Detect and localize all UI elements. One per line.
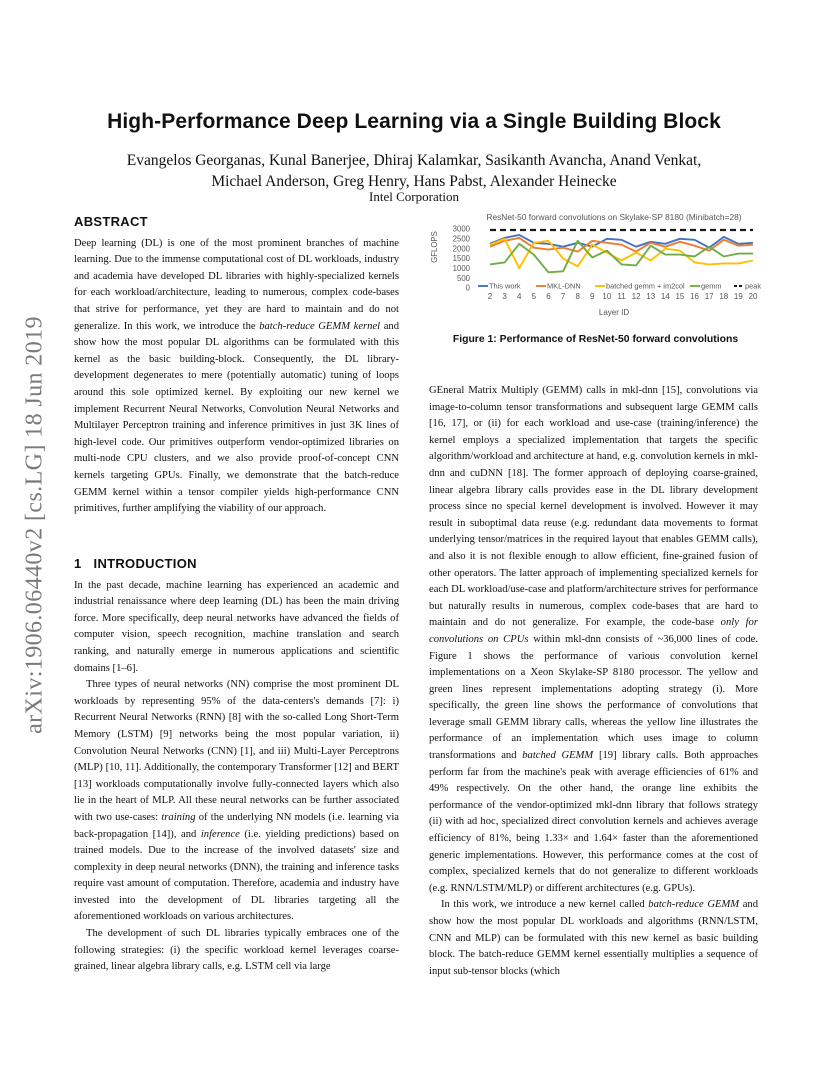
- x-tick-label: 10: [602, 292, 612, 301]
- y-tick-labels: [453, 225, 471, 293]
- x-tick-label: 5: [531, 292, 537, 301]
- figure-1-chart: [428, 207, 763, 322]
- y-tick-label: 3000: [452, 224, 470, 234]
- y-axis-label: GFLOPS: [430, 231, 439, 263]
- chart-legend: [478, 282, 761, 291]
- introduction-section: [74, 556, 399, 976]
- paper-title: High-Performance Deep Learning via a Single Building Block: [107, 110, 721, 133]
- paragraph-text-part: (i.e. yielding predictions) based on trained models. Due to the increase of the involved datasets' size and complexity in deep neural networks (DNN), the training and inference tasks require vast amount of computation. Therefore, academia and industry have invested into the development of DL libraries targeting all the aforementioned workloads on various architectures.: [74, 828, 399, 923]
- intro-paragraph-1: In the past decade, machine learning has experienced an academic and industrial renaissance where deep learning (DL) has been the main driving force. More specifically, deep neural networks have advanced the fields of computer vision, speech recognition, machine translation and search ranking, and naturally emerge in numerous applications and scientific domains [1–6].: [74, 579, 399, 674]
- introduction-heading: [74, 556, 399, 573]
- y-tick-label: 1000: [452, 263, 470, 273]
- x-tick-label: 20: [748, 292, 758, 301]
- x-tick-label: 17: [704, 292, 714, 301]
- legend-label: peak: [745, 281, 762, 291]
- x-tick-label: 3: [502, 292, 507, 301]
- x-tick-label: 2: [487, 292, 493, 301]
- paragraph-text-part: [19] library calls. Both approaches perform far from the machine's peak with average efficiencies of 61% and 49% respectively. On the other hand, the orange line exhibits the performance of the vendor-optimized mkl-dnn library that follows strategy (ii) with ad hoc, specialized direct convolution kernels and achieves average efficiency of 81%, being 1.33× and 1.64× faster than the aforementioned generic implementations. However, this performance comes at the cost of complex, specialized kernels that do not generalize to different workloads (e.g. RNN/LSTM/MLP) or different architectures (e.g. GPUs).: [429, 750, 758, 894]
- x-tick-label: 11: [617, 292, 626, 301]
- abstract-text: [74, 236, 399, 518]
- line-chart: [428, 207, 763, 322]
- y-tick-label: 2500: [452, 234, 470, 244]
- x-tick-label: 9: [590, 292, 595, 301]
- figure-caption: Figure 1: Performance of ResNet-50 forward convolutions: [452, 334, 739, 345]
- x-tick-label: 7: [560, 292, 566, 301]
- x-tick-label: 12: [631, 292, 641, 301]
- abstract-heading: ABSTRACT: [74, 214, 148, 229]
- arxiv-watermark: [10, 290, 60, 760]
- y-tick-label: 500: [456, 273, 470, 283]
- x-tick-label: 16: [690, 292, 700, 301]
- x-tick-label: 15: [675, 292, 685, 301]
- intro-paragraph-3: The development of such DL libraries typically embraces one of the following strategies: (i) the specific workload kernel leverages coarse-grained, linear algebra library calls, e.g. LSTM cell via large: [74, 928, 399, 973]
- legend-label: gemm: [701, 281, 722, 291]
- x-tick-label: 14: [660, 292, 670, 301]
- paragraph-emphasis: only for convolutions on CPUs: [429, 617, 758, 645]
- section-title: INTRODUCTION: [93, 556, 197, 571]
- abstract-text-part: and show how the most popular DL algorithms can be formulated with this kernel as the basic building-block. Consequently, the DL library-development degenerates to mere (potentially automatic) tuning of loops around this sole optimized kernel. By exploiting our new kernel we implement Recurrent Neural Networks, Convolution Neural Networks and Multilayer Perceptron training and inference primitives in just 3K lines of high-level code. Our primitives outperform vendor-optimized libraries on multi-node CPU clusters, and we also provide proof-of-concept CNN kernels targeting GPUs. Finally, we demonstrate that the batch-reduce GEMM kernel within a tensor compiler yields high-performance CNN primitives, further amplifying the viability of our approach.: [74, 320, 399, 515]
- x-tick-label: 6: [546, 292, 551, 301]
- x-tick-label: 4: [516, 292, 522, 301]
- abstract-section: [74, 214, 399, 518]
- paragraph-text-part: Three types of neural networks (NN) comprise the most prominent DL workloads by representing 95% of the data-centers's demands [7]: i) Recurrent Neural Networks (RNN) [8] with the so-called Long Short-Term Memory (LSTM) [9] networks being the most popular variation, ii) Convolution Neural Networks (CNN) [1], and iii) Multi-Layer Perceptrons (MLP) [10, 11]. Additionally, the contemporary Transformer [12] and BERT [13] workloads computationally involve fully-connected layers which also lie in the heart of MLP. All these neural networks can be further associated with two use-cases:: [74, 679, 399, 823]
- legend-label: This work: [489, 281, 521, 291]
- x-tick-label: 18: [719, 292, 729, 301]
- paragraph-emphasis: batched GEMM: [522, 750, 594, 762]
- chart-title: ResNet-50 forward convolutions on Skylake-SP 8180 (Minibatch=28): [486, 212, 742, 222]
- arxiv-identifier: arXiv:1906.06440v2 [cs.LG] 18 Jun 2019: [21, 316, 48, 734]
- paragraph-emphasis: inference: [200, 828, 240, 840]
- x-tick-label: 8: [575, 292, 580, 301]
- paragraph-text-part: GEneral Matrix Multiply (GEMM) calls in mkl-dnn [15], convolutions via image-to-column tensor transformations and subsequent large GEMM calls [16, 17], or (ii) for each workload and use-case (training/inference) the kernel employs a specialized implementation that targets the specific algorithm/workload and architecture at hand, e.g. convolution kernels in mkl-dnn and cuDNN [18]. The former approach of deploying coarse-grained, linear algebra library calls provides ease in the DL library development process since no special kernel development is involved. However it may result in suboptimal data reuse (e.g. redundant data movements to format underlying tensor/matrices in the required layout that enables GEMM calls), and also it is not flexible enough to allow efficient, fine-grained fusion of other operators. The latter approach of implementing specialized kernels for each DL workload/use-case and platform/architecture strives for performance but naturally results in numerous, complex code-bases that are hard to maintain and do not generalize. For example, the code-base: [429, 385, 758, 629]
- paragraph-text-part: within mkl-dnn consists of ~36,000 lines of code. Figure 1 shows the performance of various convolution kernel implementations on a Xeon Skylake-SP 8180 processor. The yellow and green lines represent implementations adopting strategy (i). More specifically, the green line shows the performance of convolutions that leverage small GEMM library calls, whereas the yellow line illustrates the performance of an implementation which uses image to column transformations and: [429, 633, 758, 762]
- section-number: 1: [74, 556, 82, 571]
- legend-label: MKL-DNN: [547, 281, 581, 291]
- legend-label: batched gemm + im2col: [606, 281, 685, 291]
- y-tick-label: 2000: [452, 244, 470, 254]
- author-list: [60, 150, 768, 192]
- paragraph-text-part: and show how the most popular DL workloads and algorithms (RNN/LSTM, CNN and MLP) can be formulated with this new kernel as basic building block. The batch-reduce GEMM kernel essentially multiplies a sequence of input sub-tensor blocks (which: [429, 899, 759, 977]
- x-tick-label: 13: [646, 292, 656, 301]
- paragraph-emphasis: batch-reduce GEMM: [648, 899, 740, 911]
- paragraph-text-part: of the underlying NN models (i.e. learning via back-propagation [14]), and: [74, 811, 399, 840]
- authors-line-2: Michael Anderson, Greg Henry, Hans Pabst, Alexander Heinecke: [211, 173, 617, 190]
- x-axis-label: Layer ID: [598, 308, 630, 317]
- authors-line-1: Evangelos Georganas, Kunal Banerjee, Dhiraj Kalamkar, Sasikanth Avancha, Anand Venkat,: [126, 152, 702, 169]
- paragraph-text-part: In this work, we introduce a new kernel called: [441, 899, 649, 911]
- right-column-text: [429, 383, 758, 980]
- body-paragraph-1: [429, 383, 758, 897]
- body-paragraph-2: [429, 897, 758, 980]
- affiliation: Intel Corporation: [369, 189, 459, 204]
- abstract-emphasis: batch-reduce GEMM kernel: [259, 320, 381, 332]
- paragraph-emphasis: training: [161, 811, 196, 823]
- x-tick-label: 19: [733, 292, 743, 301]
- y-tick-label: 1500: [452, 254, 470, 264]
- intro-paragraph-2: [74, 677, 399, 926]
- y-tick-label: 0: [465, 283, 470, 293]
- abstract-text-part: Deep learning (DL) is one of the most prominent branches of machine learning. Due to the immense computational cost of DL workloads, industry and academia have developed DL libraries with highly-specialized kernels for each workload/architecture, leading to numerous, complex code-bases that strive for performance, yet they are hard to maintain and do not generalize. In this work, we introduce the: [74, 237, 399, 332]
- series-lines: [490, 230, 753, 272]
- x-tick-labels: [488, 292, 758, 301]
